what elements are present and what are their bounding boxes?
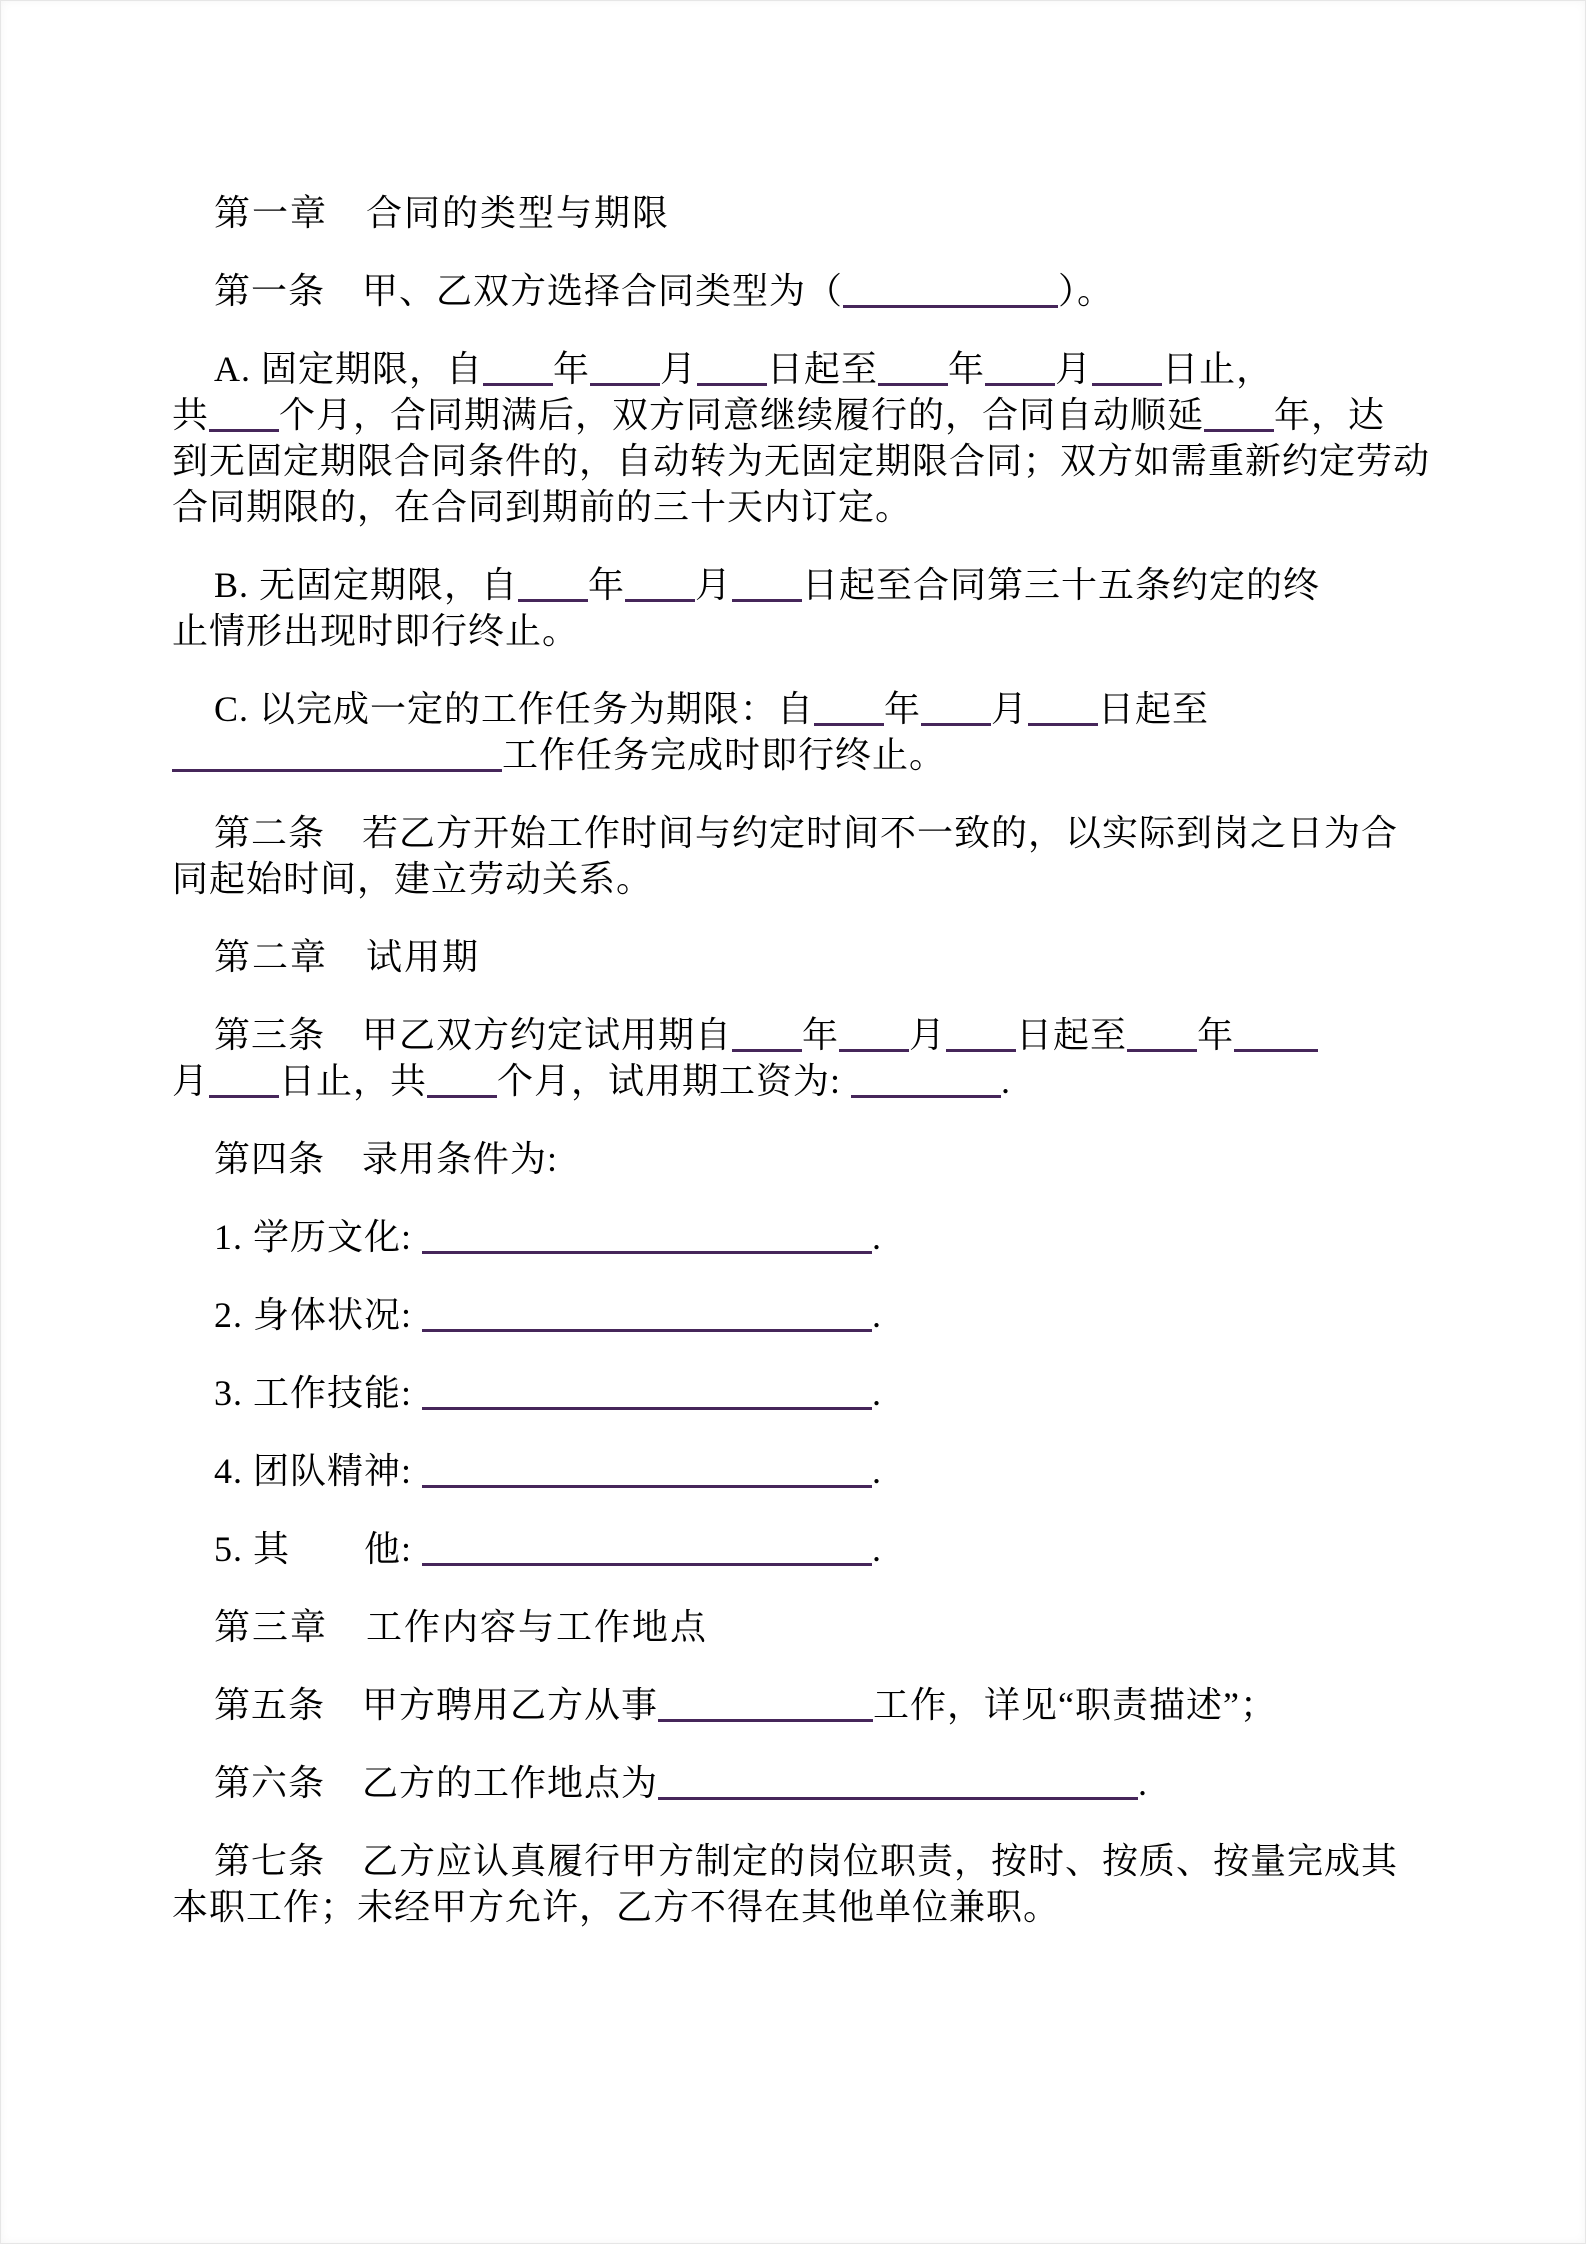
text-run: 年 (884, 689, 922, 729)
article-7-line-2 (172, 1884, 1414, 1930)
fill-in-blank (1204, 429, 1274, 432)
fill-in-blank (985, 383, 1055, 386)
condition-5-other-line-1 (172, 1526, 1414, 1572)
fill-in-blank (814, 723, 884, 726)
text-run: 工作，详见“职责描述”； (873, 1685, 1277, 1725)
fill-in-blank (625, 599, 695, 602)
condition-5-other (172, 1526, 1414, 1572)
fill-in-blank (732, 599, 802, 602)
option-b-open-term-line-2 (172, 608, 1414, 654)
text-run: 第三章 工作内容与工作地点 (214, 1607, 709, 1647)
option-c-task-term-line-2 (172, 732, 1414, 778)
chapter-1-heading-line-1 (172, 190, 1414, 236)
text-run: 月 (660, 349, 698, 389)
text-run: . (872, 1451, 883, 1491)
condition-4-teamwork-line-1 (172, 1448, 1414, 1494)
text-run: 第三条 甲乙双方约定试用期自 (214, 1015, 733, 1055)
article-2 (172, 810, 1414, 902)
text-run: C. 以完成一定的工作任务为期限：自 (214, 689, 815, 729)
text-run: 日止， (1162, 349, 1274, 389)
article-6-line-1 (172, 1760, 1414, 1806)
fill-in-blank (851, 1095, 1001, 1098)
option-b-open-term-line-1 (172, 562, 1414, 608)
fill-in-blank (1127, 1049, 1197, 1052)
article-3-line-2 (172, 1058, 1414, 1104)
text-run: 第一章 合同的类型与期限 (214, 193, 671, 233)
fill-in-blank (427, 1095, 497, 1098)
fill-in-blank (422, 1407, 872, 1410)
article-7 (172, 1838, 1414, 1930)
text-run: 第二章 试用期 (214, 937, 481, 977)
fill-in-blank (1028, 723, 1098, 726)
article-1 (172, 268, 1414, 314)
text-run: 月 (695, 565, 733, 605)
option-c-task-term (172, 686, 1414, 778)
fill-in-blank (422, 1329, 872, 1332)
option-b-open-term (172, 562, 1414, 654)
fill-in-blank (172, 769, 502, 772)
condition-4-teamwork (172, 1448, 1414, 1494)
fill-in-blank (843, 305, 1058, 308)
fill-in-blank (839, 1049, 909, 1052)
text-run: 工作任务完成时即行终止。 (502, 735, 947, 775)
option-c-task-term-line-1 (172, 686, 1414, 732)
text-run: A. 固定期限，自 (214, 349, 483, 389)
chapter-3-heading-line-1 (172, 1604, 1414, 1650)
condition-2-health-line-1 (172, 1292, 1414, 1338)
option-a-fixed-term-line-4 (172, 484, 1414, 530)
text-run: 年 (948, 349, 986, 389)
fill-in-blank (1234, 1049, 1318, 1052)
text-run: 日止，共 (279, 1061, 428, 1101)
text-run: 年 (802, 1015, 840, 1055)
fill-in-blank (209, 429, 279, 432)
text-run: 合同期限的，在合同到期前的三十天内订定。 (172, 487, 913, 527)
chapter-3-heading (172, 1604, 1414, 1650)
text-run: 年 (553, 349, 591, 389)
text-run: . (1138, 1763, 1149, 1803)
article-7-line-1 (172, 1838, 1414, 1884)
fill-in-blank (590, 383, 660, 386)
option-a-fixed-term-line-1 (172, 346, 1414, 392)
text-run: 第五条 甲方聘用乙方从事 (214, 1685, 659, 1725)
option-a-fixed-term (172, 346, 1431, 530)
fill-in-blank (946, 1049, 1016, 1052)
text-run: ）。 (1058, 271, 1115, 311)
condition-3-skills (172, 1370, 1414, 1416)
text-run: 日起至合同第三十五条约定的终 (802, 565, 1321, 605)
text-run: 个月，合同期满后，双方同意继续履行的，合同自动顺延 (279, 395, 1205, 435)
article-4 (172, 1136, 1414, 1182)
text-run: 共 (172, 395, 210, 435)
article-5-line-1 (172, 1682, 1414, 1728)
text-run: . (872, 1217, 883, 1257)
text-run: . (872, 1373, 883, 1413)
text-run: 个月，试用期工资为: (497, 1061, 852, 1101)
option-a-fixed-term-line-2 (172, 392, 1414, 438)
text-run: 日起至 (767, 349, 879, 389)
fill-in-blank (732, 1049, 802, 1052)
text-run: . (872, 1529, 883, 1569)
fill-in-blank (697, 383, 767, 386)
text-run: 4. 团队精神: (214, 1451, 423, 1491)
text-run: 第六条 乙方的工作地点为 (214, 1763, 659, 1803)
text-run: 月 (991, 689, 1029, 729)
condition-3-skills-line-1 (172, 1370, 1414, 1416)
text-run: 本职工作；未经甲方允许，乙方不得在其他单位兼职。 (172, 1887, 1061, 1927)
article-2-line-2 (172, 856, 1414, 902)
condition-1-education-line-1 (172, 1214, 1414, 1260)
text-run: 年 (1197, 1015, 1235, 1055)
text-run: 第一条 甲、乙双方选择合同类型为（ (214, 271, 844, 311)
article-6 (172, 1760, 1414, 1806)
text-run: 年 (588, 565, 626, 605)
chapter-1-heading (172, 190, 1414, 236)
text-run: 年，达 (1274, 395, 1386, 435)
article-3-line-1 (172, 1012, 1414, 1058)
fill-in-blank (422, 1563, 872, 1566)
text-run: 1. 学历文化: (214, 1217, 423, 1257)
text-run: 同起始时间，建立劳动关系。 (172, 859, 654, 899)
contract-body (172, 190, 1431, 1962)
text-run: 5. 其 他: (214, 1529, 423, 1569)
fill-in-blank (422, 1485, 872, 1488)
text-run: 2. 身体状况: (214, 1295, 423, 1335)
text-run: 第二条 若乙方开始工作时间与约定时间不一致的，以实际到岗之日为合 (214, 813, 1399, 853)
fill-in-blank (422, 1251, 872, 1254)
fill-in-blank (658, 1719, 873, 1722)
text-run: 第四条 录用条件为: (214, 1139, 559, 1179)
chapter-2-heading (172, 934, 1414, 980)
option-a-fixed-term-line-3 (172, 438, 1431, 484)
fill-in-blank (658, 1797, 1138, 1800)
fill-in-blank (518, 599, 588, 602)
fill-in-blank (1092, 383, 1162, 386)
text-run: 月 (172, 1061, 210, 1101)
text-run: 第七条 乙方应认真履行甲方制定的岗位职责，按时、按质、按量完成其 (214, 1841, 1399, 1881)
text-run: 止情形出现时即行终止。 (172, 611, 580, 651)
article-5 (172, 1682, 1414, 1728)
article-4-line-1 (172, 1136, 1414, 1182)
text-run: . (872, 1295, 883, 1335)
text-run: 月 (909, 1015, 947, 1055)
text-run: 月 (1055, 349, 1093, 389)
condition-2-health (172, 1292, 1414, 1338)
text-run: 日起至 (1098, 689, 1210, 729)
text-run: 3. 工作技能: (214, 1373, 423, 1413)
fill-in-blank (921, 723, 991, 726)
text-run: 日起至 (1016, 1015, 1128, 1055)
text-run: B. 无固定期限，自 (214, 565, 519, 605)
article-2-line-1 (172, 810, 1414, 856)
fill-in-blank (878, 383, 948, 386)
condition-1-education (172, 1214, 1414, 1260)
chapter-2-heading-line-1 (172, 934, 1414, 980)
article-1-line-1 (172, 268, 1414, 314)
text-run: . (1001, 1061, 1012, 1101)
text-run: 到无固定期限合同条件的，自动转为无固定期限合同；双方如需重新约定劳动 (172, 441, 1431, 481)
fill-in-blank (209, 1095, 279, 1098)
article-3 (172, 1012, 1414, 1104)
fill-in-blank (483, 383, 553, 386)
